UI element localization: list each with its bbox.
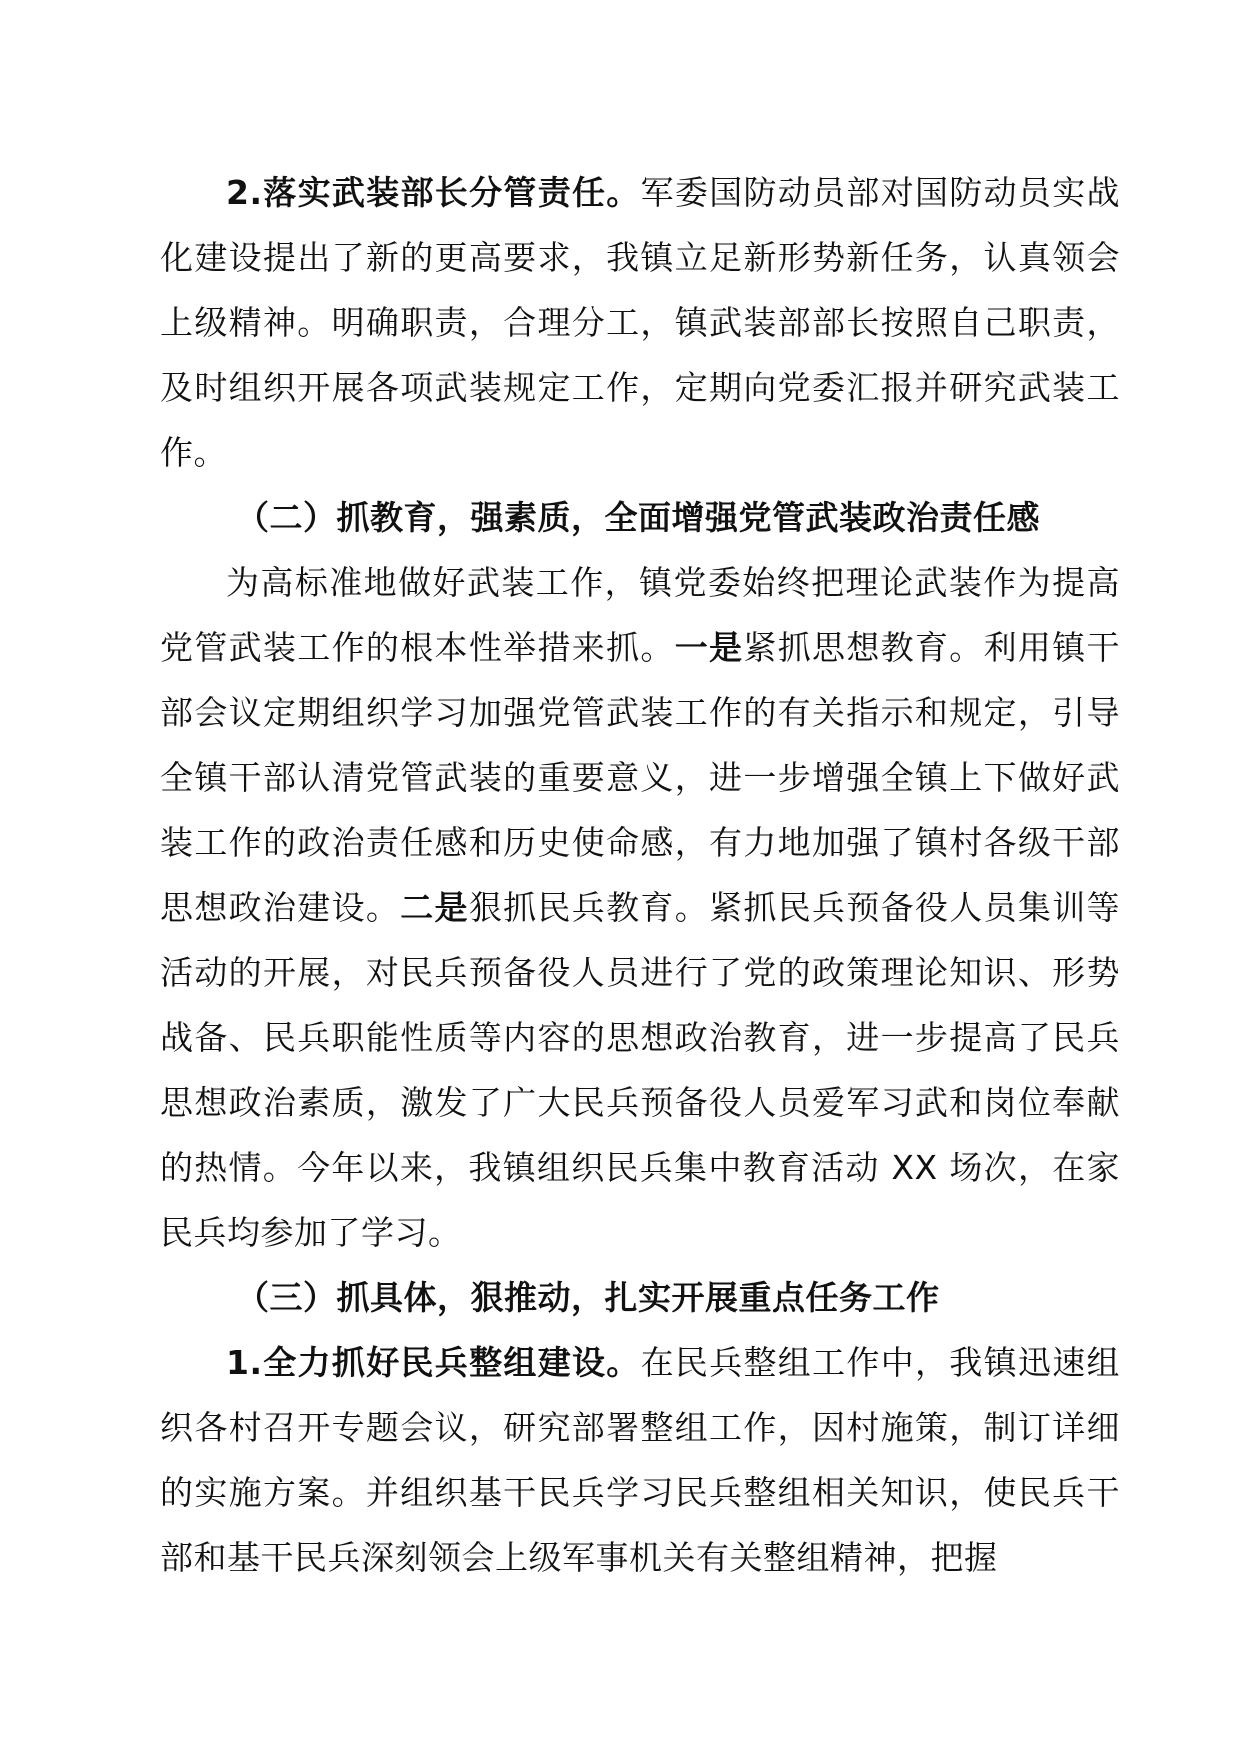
document-body [160, 160, 1120, 1590]
paragraph-lead: 1.全力抓好民兵整组建设。 [226, 1343, 641, 1382]
keyword-first: 一是 [674, 628, 744, 667]
paragraph-text: 狠抓民兵教育。紧抓民兵预备役人员集训等活动的开展，对民兵预备役人员进行了党的政策理论知识、形势战备、民兵职能性质等内容的思想政治教育，进一步提高了民兵思想政治素质，激发了广大民兵预备役人员爱军习武和岗位奉献的热情。今年以来，我镇组织民兵集中教育活动 XX 场次，在家民兵均参加了学习。 [160, 888, 1121, 1252]
paragraph-militia-reorganization [160, 1330, 1120, 1590]
paragraph-lead: 2.落实武装部长分管责任。 [226, 173, 641, 212]
paragraph-text: 在民兵整组工作中，我镇迅速组织各村召开专题会议，研究部署整组工作，因村施策，制订详细的实施方案。并组织基干民兵学习民兵整组相关知识，使民兵干部和基干民兵深刻领会上级军事机关有关整组精神，把握 [160, 1343, 1121, 1577]
paragraph-armed-forces-minister-responsibility [160, 160, 1120, 485]
paragraph-education [160, 550, 1120, 1265]
paragraph-text: 军委国防动员部对国防动员实战化建设提出了新的更高要求，我镇立足新形势新任务，认真领会上级精神。明确职责，合理分工，镇武装部部长按照自己职责，及时组织开展各项武装规定工作，定期向党委汇报并研究武装工作。 [160, 173, 1121, 472]
paragraph-text: 为高标准地做好武装工作，镇党委始终把理论武装作为提高党管武装工作的根本性举措来抓。 [160, 563, 1120, 667]
section-heading-education: （二）抓教育，强素质，全面增强党管武装政治责任感 [236, 498, 1040, 537]
paragraph-text: 紧抓思想教育。利用镇干部会议定期组织学习加强党管武装工作的有关指示和规定，引导全镇干部认清党管武装的重要意义，进一步增强全镇上下做好武装工作的政治责任感和历史使命感，有力地加强了镇村各级干部思想政治建设。 [160, 628, 1121, 927]
keyword-second: 二是 [400, 888, 469, 927]
section-heading-key-tasks: （三）抓具体，狠推动，扎实开展重点任务工作 [236, 1278, 940, 1317]
